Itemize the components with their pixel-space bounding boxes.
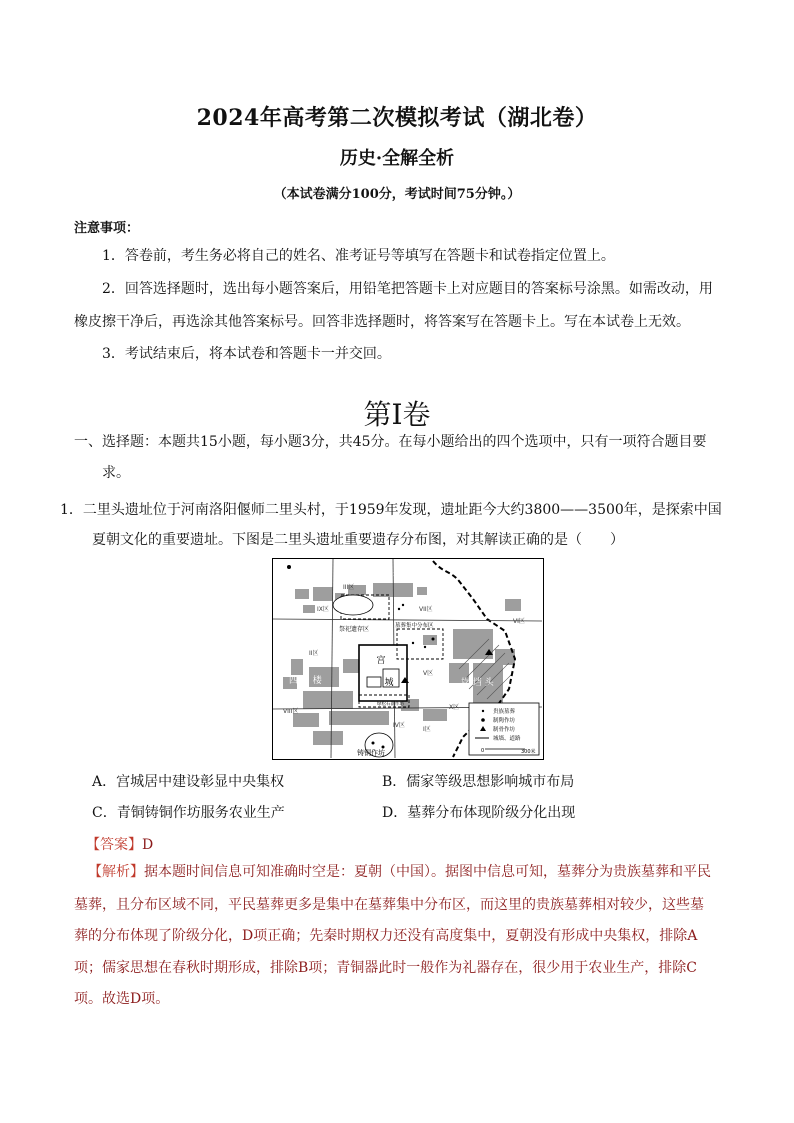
- option-a: A．宫城居中建设彰显中央集权: [92, 774, 285, 790]
- note-item-2: 2．回答选择题时，选出每小题答案后，用铅笔把答题卡上对应题目的答案标号涂黑。如需改动，用: [102, 281, 713, 297]
- analysis-line-1: [88, 856, 732, 889]
- notes-heading: 注意事项：: [74, 221, 140, 236]
- zone-label: V区: [423, 670, 434, 677]
- village-pihuatou: 圪 垱 头: [461, 678, 494, 688]
- legend-pottery: 制陶作坊: [493, 718, 516, 724]
- analysis-label: 【解析】: [88, 864, 144, 880]
- legend-bone: 制骨作坊: [493, 727, 516, 733]
- option-b: B．儒家等级思想影响城市布局: [382, 774, 575, 790]
- note-item-3: 3．考试结束后，将本试卷和答题卡一并交回。: [102, 346, 391, 362]
- zone-label: IX区: [317, 606, 329, 613]
- zone-label: VIII区: [283, 708, 299, 715]
- village-sijiaolou: 四 角 楼: [289, 676, 322, 686]
- score-note: （本试卷满分100分，考试时间75分钟。）: [273, 187, 521, 202]
- village-erlitou: 二 里 头: [369, 568, 402, 578]
- legend-noble-tombs: 贵族墓葬: [493, 709, 516, 715]
- question-stem-cont: 夏朝文化的重要遗址。下图是二里头遗址重要遗存分布图，对其解读正确的是（ ）: [92, 532, 624, 548]
- legend-walls-roads: 城墙、道路: [493, 736, 521, 742]
- zone-label: I区: [423, 726, 431, 733]
- analysis-text-1: 据本题时间信息可知准确时空是：夏朝（中国）。据图中信息可知，墓葬分为贵族墓葬和平民: [144, 864, 711, 880]
- analysis-line-5: 项。故选D项。: [74, 991, 170, 1007]
- zone-label: VI区: [513, 618, 525, 625]
- exam-subtitle: 历史·全解全析: [339, 148, 455, 169]
- question-stem: 1．二里头遗址位于河南洛阳偃师二里头村，于1959年发现，遗址距今大约3800——3500年，是探索中国: [60, 502, 722, 518]
- answer-line: [86, 834, 153, 854]
- sacrifice-ellipse: [333, 595, 373, 615]
- label-tomb-area: 墓葬集中分布区: [395, 623, 434, 629]
- section-instruction-cont: 求。: [102, 465, 130, 481]
- option-d: D．墓葬分布体现阶级分化出现: [382, 805, 576, 821]
- section-instruction: 一、选择题：本题共15小题，每小题3分，共45分。在每小题给出的四个选项中，只有一项符合题目要: [74, 434, 707, 450]
- palace-building-1: [367, 677, 381, 687]
- exam-title: 2024年高考第二次模拟考试（湖北卷）: [196, 105, 598, 131]
- note-item-1: 1．答卷前，考生务必将自己的姓名、准考证号等填写在答题卡和试卷指定位置上。: [102, 248, 615, 264]
- zone-label: II区: [309, 650, 319, 657]
- answer-value: D: [142, 837, 154, 853]
- zone-label: IV区: [393, 722, 405, 729]
- label-turquoise-area: 绿松石器作坊: [377, 702, 404, 707]
- analysis-block: [88, 856, 732, 889]
- zone-label: VII区: [419, 606, 433, 613]
- label-bronze-area: 铸铜作坊: [357, 749, 385, 757]
- scale-300m: 300米: [521, 749, 536, 755]
- palace-label-1: 宫: [376, 656, 386, 666]
- scale-zero: 0: [481, 748, 485, 754]
- zone-label: X区: [449, 704, 460, 711]
- map-legend: [469, 703, 539, 755]
- palace-label-2: 城: [384, 678, 394, 688]
- analysis-line-3: 葬的分布体现了阶级分化，D项正确；先秦时期权力还没有高度集中，夏朝没有形成中央集权，排除A: [74, 928, 698, 944]
- erlitou-site-map: [272, 558, 544, 760]
- label-sacrifice-area: 祭祀遗存区: [339, 626, 370, 633]
- answer-label: 【答案】: [86, 837, 142, 853]
- analysis-line-2: 墓葬，且分布区域不同，平民墓葬更多是集中在墓葬集中分布区，而这里的贵族墓葬相对较少，这些墓: [74, 897, 704, 913]
- note-item-2-cont: 橡皮擦干净后，再选涂其他答案标号。回答非选择题时，将答案写在答题卡上。写在本试卷上无效。: [74, 314, 690, 330]
- analysis-line-4: 项；儒家思想在春秋时期形成，排除B项；青铜器此时一般作为礼器存在，很少用于农业生产，排除C: [74, 960, 697, 976]
- zone-label: III区: [343, 584, 355, 591]
- volume-heading: 第Ⅰ卷: [363, 398, 431, 431]
- option-c: C．青铜铸铜作坊服务农业生产: [92, 805, 285, 821]
